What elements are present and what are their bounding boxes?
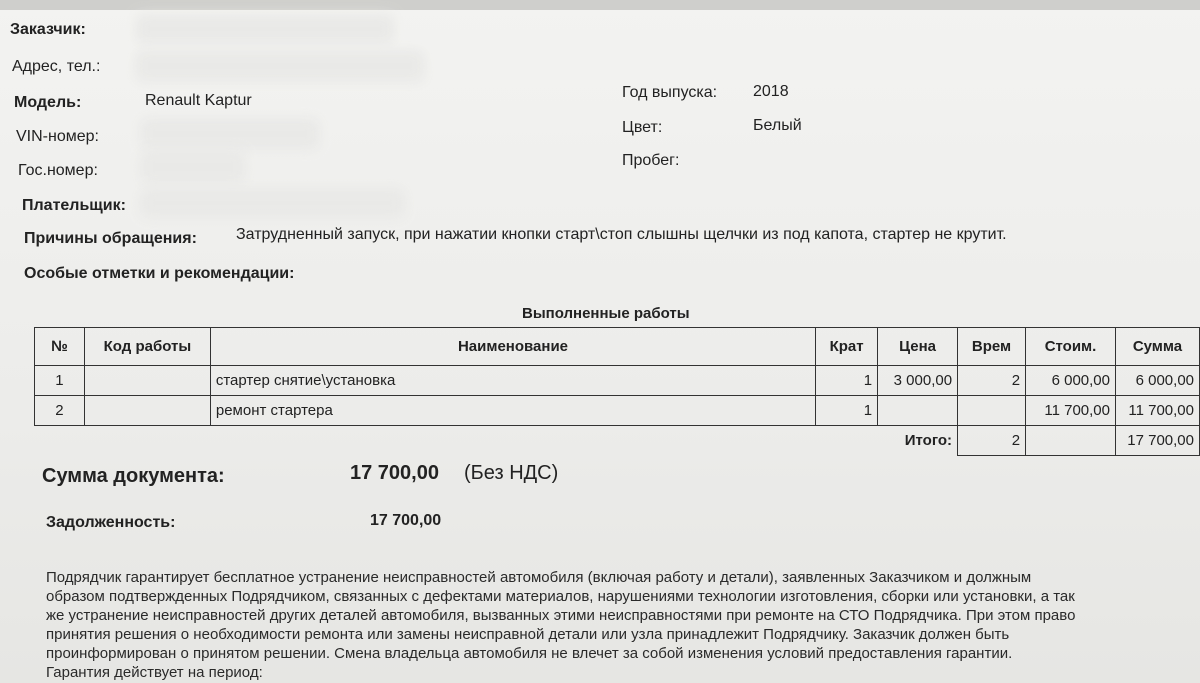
works-title: Выполненные работы xyxy=(522,305,690,322)
cell-time xyxy=(958,396,1026,426)
col-price: Цена xyxy=(878,328,958,366)
year-label: Год выпуска: xyxy=(622,84,718,101)
cell-price xyxy=(878,396,958,426)
col-no: № xyxy=(35,328,85,366)
table-total-row xyxy=(35,426,1200,456)
warranty-line: Гарантия действует на период: xyxy=(46,664,263,681)
vat-note: (Без НДС) xyxy=(464,462,559,484)
mileage-label: Пробег: xyxy=(622,152,680,169)
warranty-line: принятия решения о необходимости ремонта или замены неисправной детали или узла принадлежит Подрядчику. Заказчик должен быть xyxy=(46,626,1010,643)
color-value: Белый xyxy=(753,117,802,134)
plate-label: Гос.номер: xyxy=(18,162,98,179)
table-row xyxy=(35,366,1200,396)
cell-price: 3 000,00 xyxy=(878,366,958,396)
cell-krat: 1 xyxy=(816,396,878,426)
payer-label: Плательщик: xyxy=(22,197,126,214)
top-edge xyxy=(0,0,1200,10)
warranty-line: проинформирован о принятом решении. Смена владельца автомобиля не влечет за собой изменения условий предоставления гарантии. xyxy=(46,645,1013,662)
total-sum: 17 700,00 xyxy=(1115,426,1199,456)
table-row xyxy=(35,396,1200,426)
col-time: Врем xyxy=(958,328,1026,366)
cell-no: 1 xyxy=(35,366,85,396)
notes-label: Особые отметки и рекомендации: xyxy=(24,265,295,282)
cell-name: ремонт стартера xyxy=(210,396,815,426)
customer-label: Заказчик: xyxy=(10,21,86,38)
cell-code xyxy=(84,366,210,396)
payer-redacted xyxy=(140,188,405,218)
vin-label: VIN-номер: xyxy=(16,128,99,145)
total-label: Итого: xyxy=(904,432,953,450)
cell-no: 2 xyxy=(35,396,85,426)
year-value: 2018 xyxy=(753,83,789,100)
reason-value: Затрудненный запуск, при нажатии кнопки старт\стоп слышны щелчки из под капота, стартер не крутит. xyxy=(236,226,1007,243)
col-code: Код работы xyxy=(84,328,210,366)
color-label: Цвет: xyxy=(622,119,663,136)
address-label: Адрес, тел.: xyxy=(12,58,101,75)
col-sum: Сумма xyxy=(1115,328,1199,366)
cell-cost: 11 700,00 xyxy=(1026,396,1116,426)
works-table xyxy=(34,327,1200,456)
col-name: Наименование xyxy=(210,328,815,366)
cell-time: 2 xyxy=(958,366,1026,396)
cell-cost: 6 000,00 xyxy=(1026,366,1116,396)
cell-name: стартер снятие\установка xyxy=(210,366,815,396)
reason-label: Причины обращения: xyxy=(24,230,197,247)
doc-sum-label: Сумма документа: xyxy=(42,465,225,487)
vin-redacted xyxy=(140,118,320,150)
address-redacted xyxy=(135,50,425,82)
warranty-line: образом подтвержденных Подрядчиком, связанных с дефектами материалов, нарушениями технологии изготовления, сборки или установки, а так xyxy=(46,588,1075,605)
col-krat: Крат xyxy=(816,328,878,366)
cell-sum: 11 700,00 xyxy=(1115,396,1199,426)
debt-label: Задолженность: xyxy=(46,514,176,531)
total-time: 2 xyxy=(958,426,1026,456)
model-label: Модель: xyxy=(14,94,82,111)
model-value: Renault Kaptur xyxy=(145,92,252,109)
total-cost-empty xyxy=(1026,426,1116,456)
col-cost: Стоим. xyxy=(1026,328,1116,366)
warranty-text xyxy=(46,568,1200,682)
cell-krat: 1 xyxy=(816,366,878,396)
doc-sum-value: 17 700,00 xyxy=(350,462,439,484)
cell-sum: 6 000,00 xyxy=(1115,366,1199,396)
table-header-row xyxy=(35,328,1200,366)
warranty-line: Подрядчик гарантирует бесплатное устранение неисправностей автомобиля (включая работу и детали), заявленных Заказчиком и должным xyxy=(46,569,1032,586)
warranty-line: же устранение неисправностей других деталей автомобиля, вызванных этими неисправностями при ремонте на СТО Подрядчика. При этом право xyxy=(46,607,1076,624)
cell-code xyxy=(84,396,210,426)
customer-redacted xyxy=(135,14,395,44)
plate-redacted xyxy=(140,150,246,184)
debt-value: 17 700,00 xyxy=(370,512,442,529)
